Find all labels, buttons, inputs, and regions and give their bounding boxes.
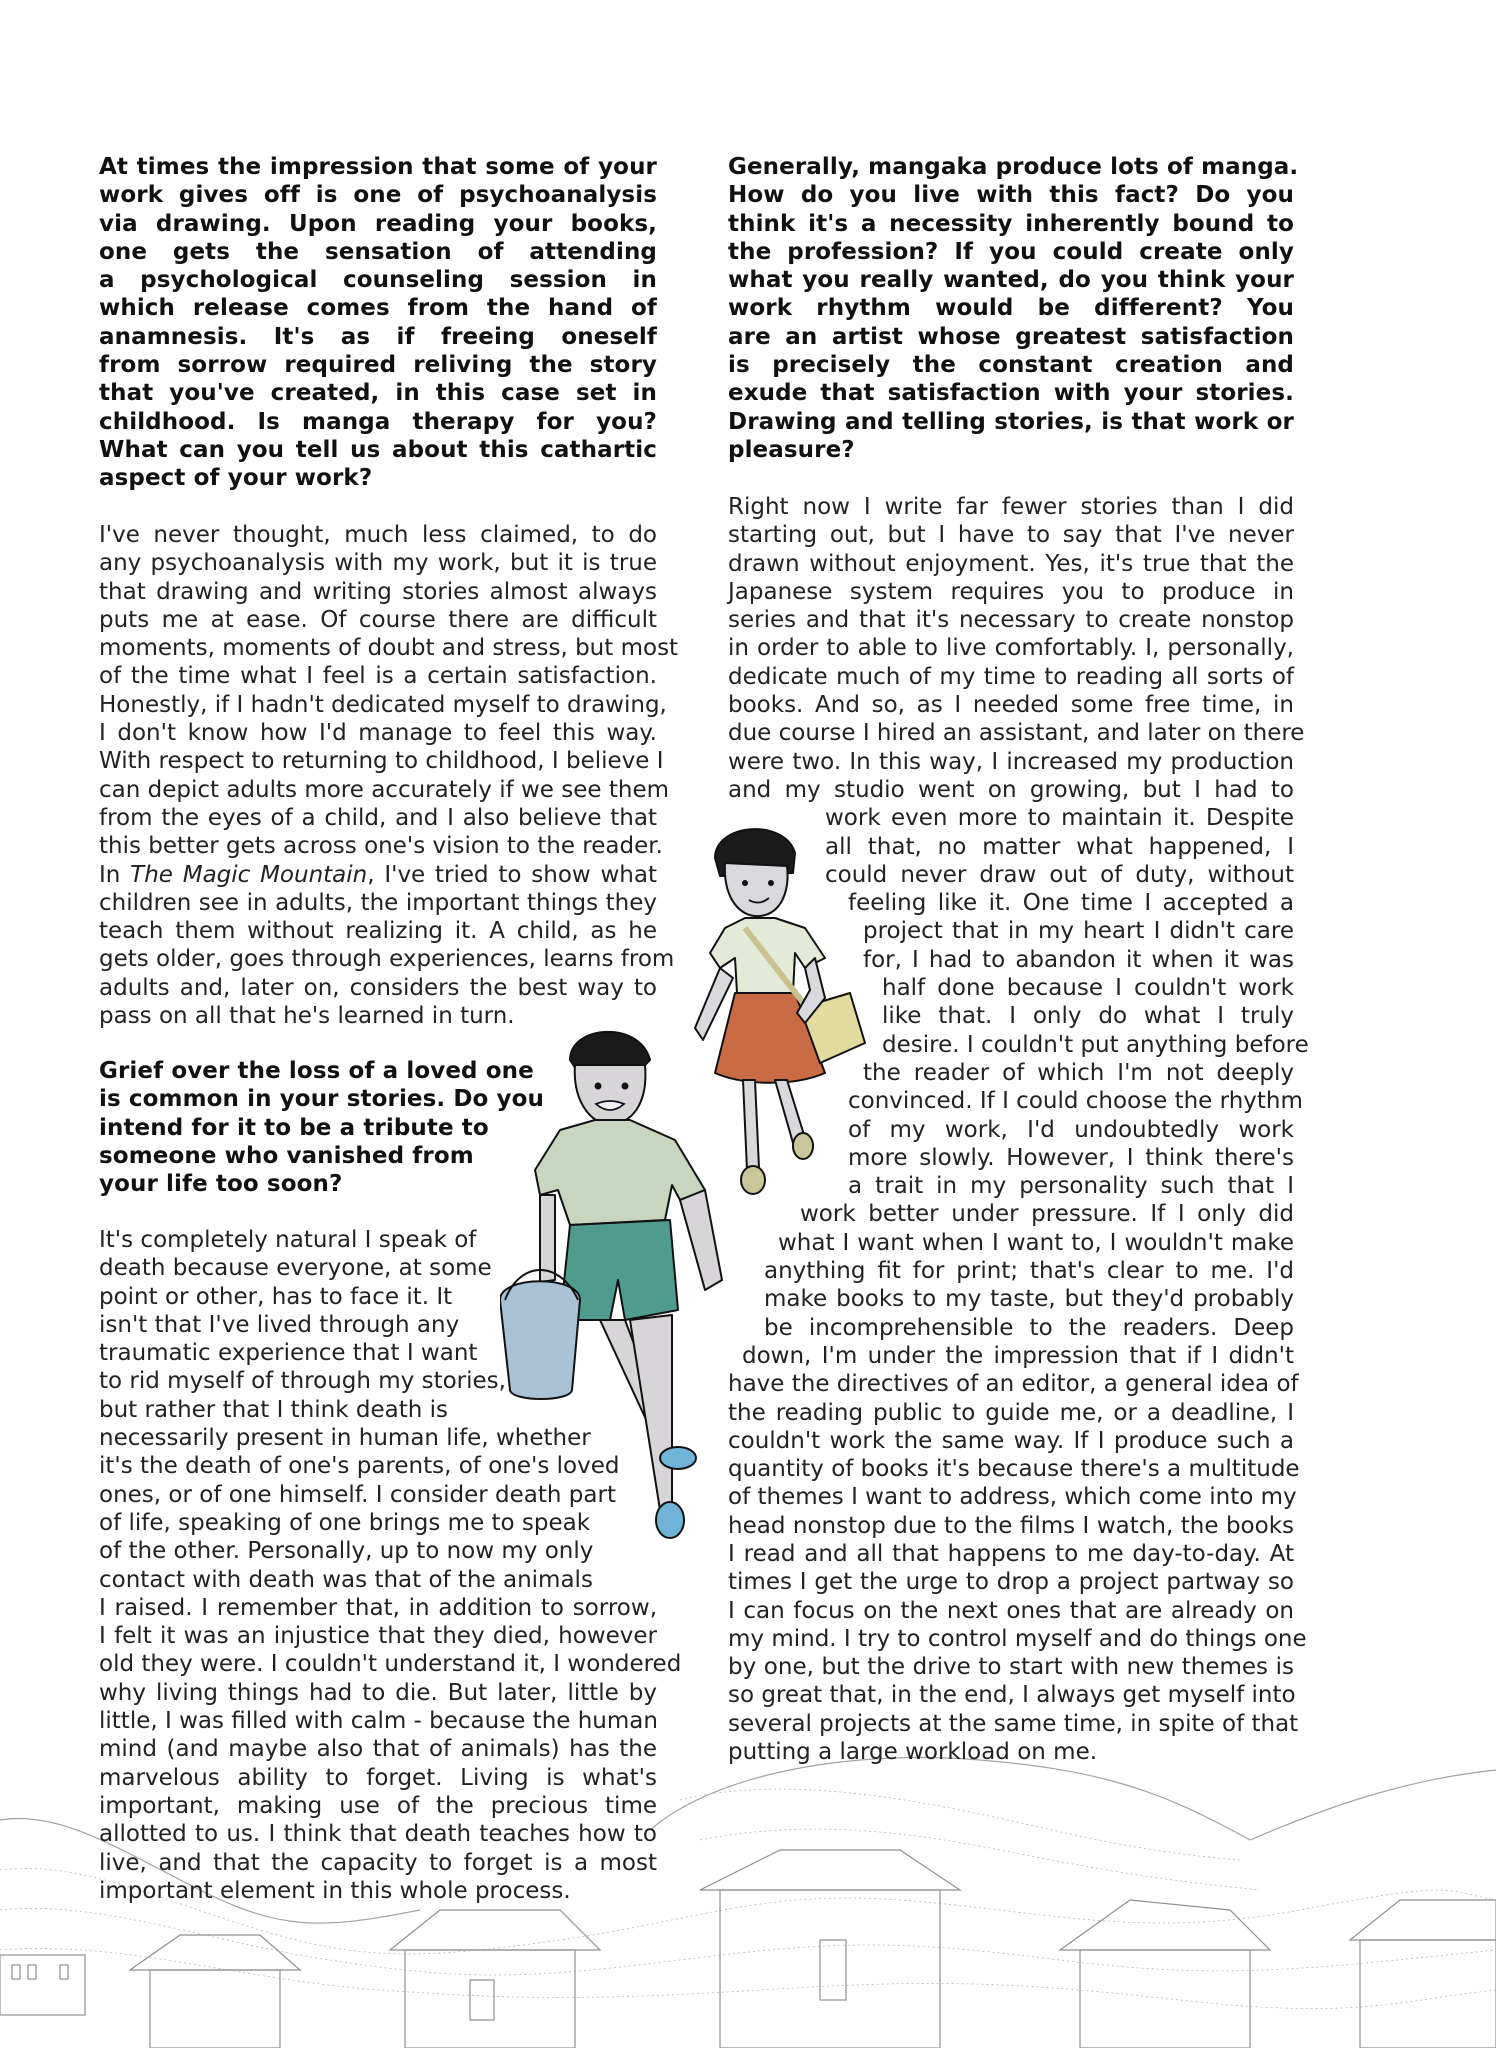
text-line: old they were. I couldn't understand it, I wondered xyxy=(99,1651,682,1678)
text-line: half done because I couldn't work xyxy=(882,975,1294,1002)
text-line: were two. In this way, I increased my production xyxy=(728,748,1294,775)
book-title: The Magic Mountain xyxy=(130,861,368,888)
text-line: adults and, later on, considers the best way to xyxy=(99,974,657,1001)
text-line: in order to able to live comfortably. I, personally, xyxy=(728,635,1294,662)
text-line: my mind. I try to control myself and do things one xyxy=(728,1625,1307,1652)
text-line: are an artist whose greatest satisfaction xyxy=(728,323,1294,350)
text-line: what I want when I want to, I wouldn't make xyxy=(778,1229,1294,1256)
house-wall-3 xyxy=(720,1890,940,2048)
text-line: Generally, mangaka produce lots of manga. xyxy=(728,154,1299,180)
text-line: intend for it to be a tribute to xyxy=(99,1114,489,1141)
text-fragment: , I've tried to show what xyxy=(367,861,657,888)
text-line: childhood. Is manga therapy for you? xyxy=(99,408,657,435)
text-line: It's completely natural I speak of xyxy=(99,1227,477,1253)
text-line: How do you live with this fact? Do you xyxy=(728,182,1294,209)
shed-window-2 xyxy=(28,1965,36,1979)
hill-center xyxy=(650,1758,1250,1840)
question-2 xyxy=(99,1057,657,1198)
text-line: and my studio went on growing, but I had to xyxy=(728,776,1294,803)
hill-right xyxy=(1250,1770,1496,1840)
text-line: which release comes from the hand of xyxy=(99,295,657,322)
text-line: desire. I couldn't put anything before xyxy=(882,1031,1309,1058)
text-line: of the time what I feel is a certain satisfaction. xyxy=(99,663,657,690)
text-line: marvelous ability to forget. Living is what's xyxy=(99,1764,657,1791)
text-line: work even more to maintain it. Despite xyxy=(825,805,1294,832)
text-line: the reader of which I'm not deeply xyxy=(863,1059,1294,1086)
text-line: project that in my heart I didn't care xyxy=(863,918,1294,945)
house-window-3 xyxy=(820,1940,846,2000)
text-line: one gets the sensation of attending xyxy=(99,238,657,265)
text-line: important, making use of the precious time xyxy=(99,1792,657,1819)
text-line: to rid myself of through my stories, xyxy=(99,1368,506,1395)
text-line: Grief over the loss of a loved one xyxy=(99,1058,534,1084)
house-roof-4 xyxy=(1060,1900,1270,1950)
text-line: feeling like it. One time I accepted a xyxy=(848,890,1294,917)
text-line: pleasure? xyxy=(728,436,855,463)
text-line: live, and that the capacity to forget is a most xyxy=(99,1849,657,1876)
text-line-with-title xyxy=(99,861,657,889)
answer-3 xyxy=(728,493,1309,1766)
text-line: I read and all that happens to me day-to-day. At xyxy=(728,1540,1294,1567)
text-line: I can focus on the next ones that are already on xyxy=(728,1597,1294,1624)
text-line: death because everyone, at some xyxy=(99,1255,492,1282)
house-wall-2 xyxy=(405,1950,575,2048)
text-line: couldn't work the same way. If I produce such a xyxy=(728,1427,1294,1454)
text-line: starting out, but I have to say that I've never xyxy=(728,522,1294,549)
text-line: isn't that I've lived through any xyxy=(99,1311,460,1338)
house-wall-1 xyxy=(150,1970,280,2048)
text-line: several projects at the same time, in spite of that xyxy=(728,1710,1299,1737)
text-line: traumatic experience that I want xyxy=(99,1340,478,1367)
text-line: by one, but the drive to start with new themes is xyxy=(728,1654,1294,1681)
shed-window-3 xyxy=(60,1965,68,1979)
text-line: mind (and maybe also that of animals) has the xyxy=(99,1736,657,1763)
boy-left-shoe xyxy=(660,1447,696,1469)
text-line: putting a large workload on me. xyxy=(728,1739,1098,1766)
text-line: anamnesis. It's as if freeing oneself xyxy=(99,323,657,350)
text-line: think it's a necessity inherently bound to xyxy=(728,210,1294,237)
text-line: it's the death of one's parents, of one's loved xyxy=(99,1453,620,1480)
text-line: any psychoanalysis with my work, but it is true xyxy=(99,550,657,577)
text-line: I felt it was an injustice that they died, however xyxy=(99,1623,657,1650)
text-line: of themes I want to address, which come into my xyxy=(728,1484,1297,1511)
text-line: What can you tell us about this cathartic xyxy=(99,436,657,463)
question-1 xyxy=(99,153,657,493)
text-line: can depict adults more accurately if we see them xyxy=(99,776,670,803)
boy-right-shoe xyxy=(656,1502,684,1538)
text-line: of my work, I'd undoubtedly work xyxy=(848,1116,1294,1143)
shed-window-1 xyxy=(12,1965,20,1979)
text-line: be incomprehensible to the readers. Deep xyxy=(764,1314,1294,1341)
text-line: aspect of your work? xyxy=(99,465,373,492)
text-line: have the directives of an editor, a general idea of xyxy=(728,1371,1299,1398)
text-line: a psychological counseling session in xyxy=(99,267,657,294)
text-line: make books to my taste, but they'd probably xyxy=(764,1286,1294,1313)
text-line: quantity of books it's because there's a multitude xyxy=(728,1456,1300,1483)
text-line: dedicate much of my time to reading all sorts of xyxy=(728,663,1294,690)
text-line: of life, speaking of one brings me to speak xyxy=(99,1509,591,1536)
text-line: anything fit for print; that's clear to me. I'd xyxy=(764,1258,1294,1285)
text-line: what you really wanted, do you think your xyxy=(728,267,1294,294)
text-line: books. And so, as I needed some free time, in xyxy=(728,692,1294,719)
house-roof-1 xyxy=(130,1935,300,1970)
text-line: times I get the urge to drop a project partway so xyxy=(728,1569,1294,1596)
question-3 xyxy=(728,153,1299,464)
text-line: convinced. If I could choose the rhythm xyxy=(848,1088,1303,1115)
text-line: head nonstop due to the films I watch, the books xyxy=(728,1512,1294,1539)
text-line: more slowly. However, I think there's xyxy=(848,1144,1294,1171)
text-line: could never draw out of duty, without xyxy=(825,861,1294,888)
answer-2 xyxy=(99,1226,682,1905)
text-line: I don't know how I'd manage to feel this way. xyxy=(99,720,657,747)
house-window-2 xyxy=(470,1980,494,2020)
text-line: pass on all that he's learned in turn. xyxy=(99,1003,515,1030)
text-line: your life too soon? xyxy=(99,1171,343,1198)
text-line: I raised. I remember that, in addition to sorrow, xyxy=(99,1594,657,1621)
text-fragment: In xyxy=(99,861,131,888)
text-line: drawn without enjoyment. Yes, it's true that the xyxy=(728,550,1294,577)
text-line: due course I hired an assistant, and later on there xyxy=(728,720,1305,747)
text-line: so great that, in the end, I always get myself into xyxy=(728,1682,1296,1709)
boy-right-arm xyxy=(680,1190,722,1290)
text-line: necessarily present in human life, whether xyxy=(99,1425,591,1452)
text-line: I've never thought, much less claimed, to do xyxy=(99,522,657,548)
text-line: Drawing and telling stories, is that work or xyxy=(728,408,1294,435)
text-line: moments, moments of doubt and stress, but most xyxy=(99,635,679,662)
text-line: gets older, goes through experiences, learns from xyxy=(99,946,675,973)
house-roof-5 xyxy=(1350,1900,1496,1940)
text-line: from sorrow required reliving the story xyxy=(99,352,657,379)
text-line: the profession? If you could create only xyxy=(728,238,1294,265)
text-line: someone who vanished from xyxy=(99,1142,474,1169)
text-line: series and that it's necessary to create nonstop xyxy=(728,607,1294,634)
text-line: for, I had to abandon it when it was xyxy=(863,946,1294,973)
text-line: exude that satisfaction with your stories. xyxy=(728,380,1294,407)
text-line: that drawing and writing stories almost always xyxy=(99,578,657,605)
text-line: a trait in my personality such that I xyxy=(848,1173,1294,1200)
text-line: Japanese system requires you to produce in xyxy=(728,578,1294,605)
text-line: from the eyes of a child, and I also believe that xyxy=(99,804,657,831)
house-roof-3 xyxy=(700,1850,960,1890)
text-line: teach them without realizing it. A child, as he xyxy=(99,918,657,945)
shed-left xyxy=(0,1955,85,2015)
text-line: via drawing. Upon reading your books, xyxy=(99,210,657,237)
text-line: but rather that I think death is xyxy=(99,1396,448,1423)
text-line: important element in this whole process. xyxy=(99,1877,571,1904)
text-line: work better under pressure. If I only did xyxy=(800,1201,1294,1228)
text-line: ones, or of one himself. I consider death part xyxy=(99,1481,616,1508)
text-line: point or other, has to face it. It xyxy=(99,1283,453,1310)
text-line: puts me at ease. Of course there are difficult xyxy=(99,606,657,633)
text-line: children see in adults, the important things they xyxy=(99,889,657,916)
text-line: all that, no matter what happened, I xyxy=(825,833,1294,860)
house-wall-4 xyxy=(1080,1950,1250,2048)
text-line: the reading public to guide me, or a deadline, I xyxy=(728,1399,1294,1426)
text-line: work rhythm would be different? You xyxy=(728,295,1294,322)
text-line: With respect to returning to childhood, I believe I xyxy=(99,748,664,775)
text-line: Honestly, if I hadn't dedicated myself to drawing, xyxy=(99,691,667,718)
text-line: allotted to us. I think that death teaches how to xyxy=(99,1821,657,1848)
text-line: contact with death was that of the animals xyxy=(99,1566,593,1593)
text-line: little, I was filled with calm - because the human xyxy=(99,1708,658,1735)
text-line: is precisely the constant creation and xyxy=(728,352,1294,379)
answer-1 xyxy=(99,521,679,1030)
text-line: like that. I only do what I truly xyxy=(882,1003,1294,1030)
house-roof-2 xyxy=(390,1910,600,1950)
text-line: Right now I write far fewer stories than I did xyxy=(728,494,1294,520)
text-line: is common in your stories. Do you xyxy=(99,1086,545,1113)
text-line: At times the impression that some of your xyxy=(99,154,657,180)
text-line: down, I'm under the impression that if I didn't xyxy=(742,1342,1294,1369)
text-line: why living things had to die. But later, little by xyxy=(99,1679,657,1706)
text-line: of the other. Personally, up to now my only xyxy=(99,1538,594,1565)
text-line: work gives off is one of psychoanalysis xyxy=(99,182,657,209)
house-wall-5 xyxy=(1360,1940,1496,2048)
text-line: that you've created, in this case set in xyxy=(99,380,657,407)
text-line: this better gets across one's vision to the reader. xyxy=(99,833,663,860)
